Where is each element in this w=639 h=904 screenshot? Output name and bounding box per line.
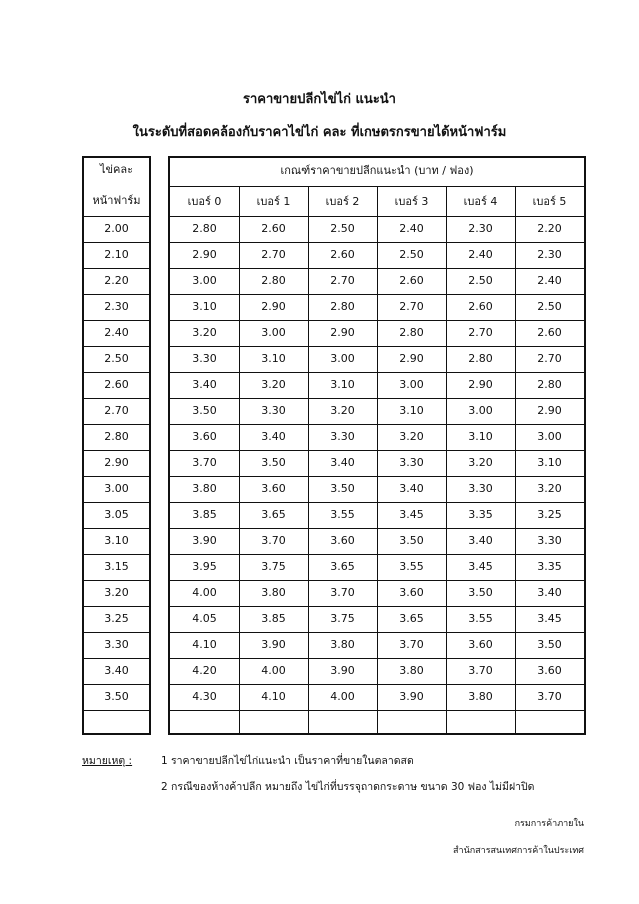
row-divider: [170, 398, 584, 399]
retail-price-cell: 2.70: [330, 274, 355, 287]
retail-price-cell: 3.30: [468, 482, 493, 495]
retail-price-cell: 4.00: [192, 586, 217, 599]
column-header: เบอร์ 5: [532, 195, 567, 208]
retail-price-cell: 3.35: [537, 560, 562, 573]
retail-price-cell: 4.00: [330, 690, 355, 703]
retail-price-cell: 3.50: [261, 456, 286, 469]
farm-price-cell: 2.10: [104, 248, 129, 261]
signature-department: กรมการค้าภายใน: [514, 819, 584, 829]
retail-price-cell: 2.60: [537, 326, 562, 339]
row-divider: [170, 606, 584, 607]
retail-price-cell: 3.60: [537, 664, 562, 677]
retail-price-cell: 3.40: [537, 586, 562, 599]
retail-price-cell: 3.40: [192, 378, 217, 391]
column-header: เบอร์ 0: [187, 195, 222, 208]
row-divider: [84, 710, 149, 711]
signature-office: สำนักสารสนเทศการค้าในประเทศ: [453, 846, 584, 856]
document-subtitle: ในระดับที่สอดคล้องกับราคาไข่ไก่ คละ ที่เกษตรกรขายได้หน้าฟาร์ม: [132, 125, 507, 140]
farm-price-cell: 2.70: [104, 404, 129, 417]
row-divider: [84, 528, 149, 529]
retail-price-cell: 3.25: [537, 508, 562, 521]
row-divider: [170, 450, 584, 451]
retail-price-cell: 3.60: [330, 534, 355, 547]
retail-price-cell: 2.70: [537, 352, 562, 365]
row-divider: [170, 320, 584, 321]
retail-price-cell: 3.70: [399, 638, 424, 651]
row-divider: [170, 554, 584, 555]
column-header: เบอร์ 1: [256, 195, 291, 208]
retail-price-cell: 3.45: [399, 508, 424, 521]
retail-price-cell: 3.85: [192, 508, 217, 521]
retail-price-cell: 3.10: [468, 430, 493, 443]
row-divider: [170, 346, 584, 347]
retail-price-cell: 3.40: [330, 456, 355, 469]
row-divider: [84, 580, 149, 581]
retail-price-cell: 2.80: [192, 222, 217, 235]
retail-price-cell: 3.10: [330, 378, 355, 391]
retail-price-cell: 2.80: [330, 300, 355, 313]
row-divider: [84, 632, 149, 633]
retail-price-cell: 4.00: [261, 664, 286, 677]
row-divider: [170, 476, 584, 477]
retail-price-cell: 3.60: [261, 482, 286, 495]
retail-price-cell: 3.00: [330, 352, 355, 365]
retail-price-cell: 3.10: [192, 300, 217, 313]
retail-price-cell: 2.70: [399, 300, 424, 313]
retail-price-cell: 4.05: [192, 612, 217, 625]
retail-price-cell: 3.60: [192, 430, 217, 443]
left-header-line-2: หน้าฟาร์ม: [92, 194, 141, 207]
retail-price-cell: 3.30: [399, 456, 424, 469]
retail-price-cell: 3.55: [399, 560, 424, 573]
retail-price-cell: 3.00: [537, 430, 562, 443]
farm-price-cell: 3.00: [104, 482, 129, 495]
retail-price-cell: 3.50: [468, 586, 493, 599]
retail-price-cell: 2.90: [537, 404, 562, 417]
retail-price-table: [168, 156, 586, 735]
retail-price-cell: 3.65: [261, 508, 286, 521]
retail-price-cell: 2.90: [468, 378, 493, 391]
row-divider: [170, 502, 584, 503]
retail-price-cell: 3.20: [261, 378, 286, 391]
retail-price-cell: 3.30: [537, 534, 562, 547]
retail-price-cell: 3.50: [399, 534, 424, 547]
retail-price-cell: 3.20: [330, 404, 355, 417]
retail-price-cell: 2.20: [537, 222, 562, 235]
retail-price-cell: 3.10: [399, 404, 424, 417]
retail-price-cell: 3.95: [192, 560, 217, 573]
row-divider: [84, 476, 149, 477]
retail-price-cell: 3.70: [261, 534, 286, 547]
retail-price-cell: 3.50: [537, 638, 562, 651]
retail-price-cell: 2.30: [468, 222, 493, 235]
retail-price-cell: 4.10: [192, 638, 217, 651]
retail-price-cell: 3.70: [537, 690, 562, 703]
retail-price-cell: 3.00: [261, 326, 286, 339]
row-divider: [84, 684, 149, 685]
retail-price-cell: 2.90: [399, 352, 424, 365]
farm-price-cell: 3.10: [104, 534, 129, 547]
row-divider: [170, 294, 584, 295]
retail-price-cell: 2.50: [399, 248, 424, 261]
row-divider: [84, 424, 149, 425]
retail-price-cell: 3.00: [468, 404, 493, 417]
retail-price-cell: 2.60: [399, 274, 424, 287]
note-2: 2 กรณีของห้างค้าปลีก หมายถึง ไข่ไก่ที่บรรจุถาดกระดาษ ขนาด 30 ฟอง ไม่มีฝาปิด: [161, 781, 535, 793]
row-divider: [84, 554, 149, 555]
retail-price-cell: 3.65: [330, 560, 355, 573]
retail-price-cell: 3.20: [192, 326, 217, 339]
retail-price-cell: 3.60: [399, 586, 424, 599]
retail-price-cell: 3.80: [192, 482, 217, 495]
retail-price-cell: 3.55: [468, 612, 493, 625]
retail-price-cell: 2.70: [261, 248, 286, 261]
retail-price-cell: 2.40: [399, 222, 424, 235]
retail-price-cell: 3.20: [537, 482, 562, 495]
retail-price-cell: 3.80: [261, 586, 286, 599]
retail-price-cell: 3.30: [261, 404, 286, 417]
row-divider: [84, 346, 149, 347]
row-divider: [170, 684, 584, 685]
retail-price-cell: 4.10: [261, 690, 286, 703]
retail-price-cell: 3.00: [192, 274, 217, 287]
farm-price-cell: 2.00: [104, 222, 129, 235]
row-divider: [84, 216, 149, 217]
retail-price-cell: 3.40: [399, 482, 424, 495]
farm-price-cell: 3.40: [104, 664, 129, 677]
retail-price-cell: 2.90: [261, 300, 286, 313]
farm-price-cell: 3.50: [104, 690, 129, 703]
row-divider: [170, 372, 584, 373]
retail-header: เกณฑ์ราคาขายปลีกแนะนำ (บาท / ฟอง): [280, 164, 474, 177]
farm-price-cell: 2.60: [104, 378, 129, 391]
row-divider: [84, 242, 149, 243]
farm-price-table: [82, 156, 151, 735]
retail-price-cell: 2.30: [537, 248, 562, 261]
row-divider: [170, 658, 584, 659]
row-divider: [170, 216, 584, 217]
retail-price-cell: 3.90: [192, 534, 217, 547]
retail-price-cell: 3.30: [330, 430, 355, 443]
row-divider: [170, 424, 584, 425]
retail-price-cell: 2.50: [330, 222, 355, 235]
retail-price-cell: 2.90: [330, 326, 355, 339]
row-divider: [170, 528, 584, 529]
retail-price-cell: 3.65: [399, 612, 424, 625]
retail-price-cell: 2.60: [330, 248, 355, 261]
retail-price-cell: 3.30: [192, 352, 217, 365]
row-divider: [84, 606, 149, 607]
retail-price-cell: 2.70: [468, 326, 493, 339]
farm-price-cell: 3.15: [104, 560, 129, 573]
row-divider: [84, 268, 149, 269]
retail-price-cell: 2.40: [537, 274, 562, 287]
farm-price-cell: 3.05: [104, 508, 129, 521]
column-header: เบอร์ 4: [463, 195, 498, 208]
retail-price-cell: 3.90: [399, 690, 424, 703]
retail-price-cell: 3.60: [468, 638, 493, 651]
row-divider: [84, 398, 149, 399]
retail-price-cell: 3.80: [468, 690, 493, 703]
retail-price-cell: 3.80: [399, 664, 424, 677]
retail-price-cell: 3.10: [537, 456, 562, 469]
retail-price-cell: 2.40: [468, 248, 493, 261]
retail-price-cell: 3.45: [468, 560, 493, 573]
retail-price-cell: 2.60: [468, 300, 493, 313]
farm-price-cell: 2.30: [104, 300, 129, 313]
retail-price-cell: 3.75: [330, 612, 355, 625]
retail-price-cell: 3.90: [330, 664, 355, 677]
row-divider: [170, 242, 584, 243]
retail-price-cell: 2.60: [261, 222, 286, 235]
retail-price-cell: 3.70: [468, 664, 493, 677]
retail-price-cell: 2.80: [261, 274, 286, 287]
retail-price-cell: 3.40: [468, 534, 493, 547]
retail-price-cell: 3.10: [261, 352, 286, 365]
retail-price-cell: 3.40: [261, 430, 286, 443]
retail-price-cell: 4.20: [192, 664, 217, 677]
row-divider: [84, 502, 149, 503]
row-divider: [84, 294, 149, 295]
retail-price-cell: 3.00: [399, 378, 424, 391]
retail-price-cell: 3.90: [261, 638, 286, 651]
retail-price-cell: 3.20: [468, 456, 493, 469]
row-divider: [170, 580, 584, 581]
farm-price-cell: 2.50: [104, 352, 129, 365]
row-divider: [84, 320, 149, 321]
retail-price-cell: 2.50: [468, 274, 493, 287]
retail-price-cell: 3.70: [192, 456, 217, 469]
retail-price-cell: 2.80: [468, 352, 493, 365]
row-divider: [170, 268, 584, 269]
column-header: เบอร์ 3: [394, 195, 429, 208]
retail-price-cell: 2.80: [537, 378, 562, 391]
farm-price-cell: 2.40: [104, 326, 129, 339]
retail-price-cell: 3.70: [330, 586, 355, 599]
row-divider: [84, 450, 149, 451]
row-divider: [170, 710, 584, 711]
farm-price-cell: 3.25: [104, 612, 129, 625]
retail-price-cell: 3.35: [468, 508, 493, 521]
retail-price-cell: 3.75: [261, 560, 286, 573]
retail-price-cell: 3.50: [192, 404, 217, 417]
retail-price-cell: 2.80: [399, 326, 424, 339]
retail-price-cell: 2.50: [537, 300, 562, 313]
retail-price-cell: 3.85: [261, 612, 286, 625]
notes-label: หมายเหตุ :: [82, 755, 133, 767]
retail-price-cell: 4.30: [192, 690, 217, 703]
farm-price-cell: 2.90: [104, 456, 129, 469]
row-divider: [84, 658, 149, 659]
farm-price-cell: 3.30: [104, 638, 129, 651]
document-title: ราคาขายปลีกไข่ไก่ แนะนำ: [243, 92, 396, 107]
retail-price-cell: 3.20: [399, 430, 424, 443]
farm-price-cell: 2.20: [104, 274, 129, 287]
retail-price-cell: 2.90: [192, 248, 217, 261]
row-divider: [84, 372, 149, 373]
note-1: 1 ราคาขายปลีกไข่ไก่แนะนำ เป็นราคาที่ขายในตลาดสด: [161, 755, 414, 767]
left-header-line-1: ไข่คละ: [99, 163, 134, 176]
farm-price-cell: 3.20: [104, 586, 129, 599]
retail-price-cell: 3.50: [330, 482, 355, 495]
row-divider: [170, 632, 584, 633]
column-header: เบอร์ 2: [325, 195, 360, 208]
retail-price-cell: 3.45: [537, 612, 562, 625]
farm-price-cell: 2.80: [104, 430, 129, 443]
retail-price-cell: 3.55: [330, 508, 355, 521]
retail-price-cell: 3.80: [330, 638, 355, 651]
